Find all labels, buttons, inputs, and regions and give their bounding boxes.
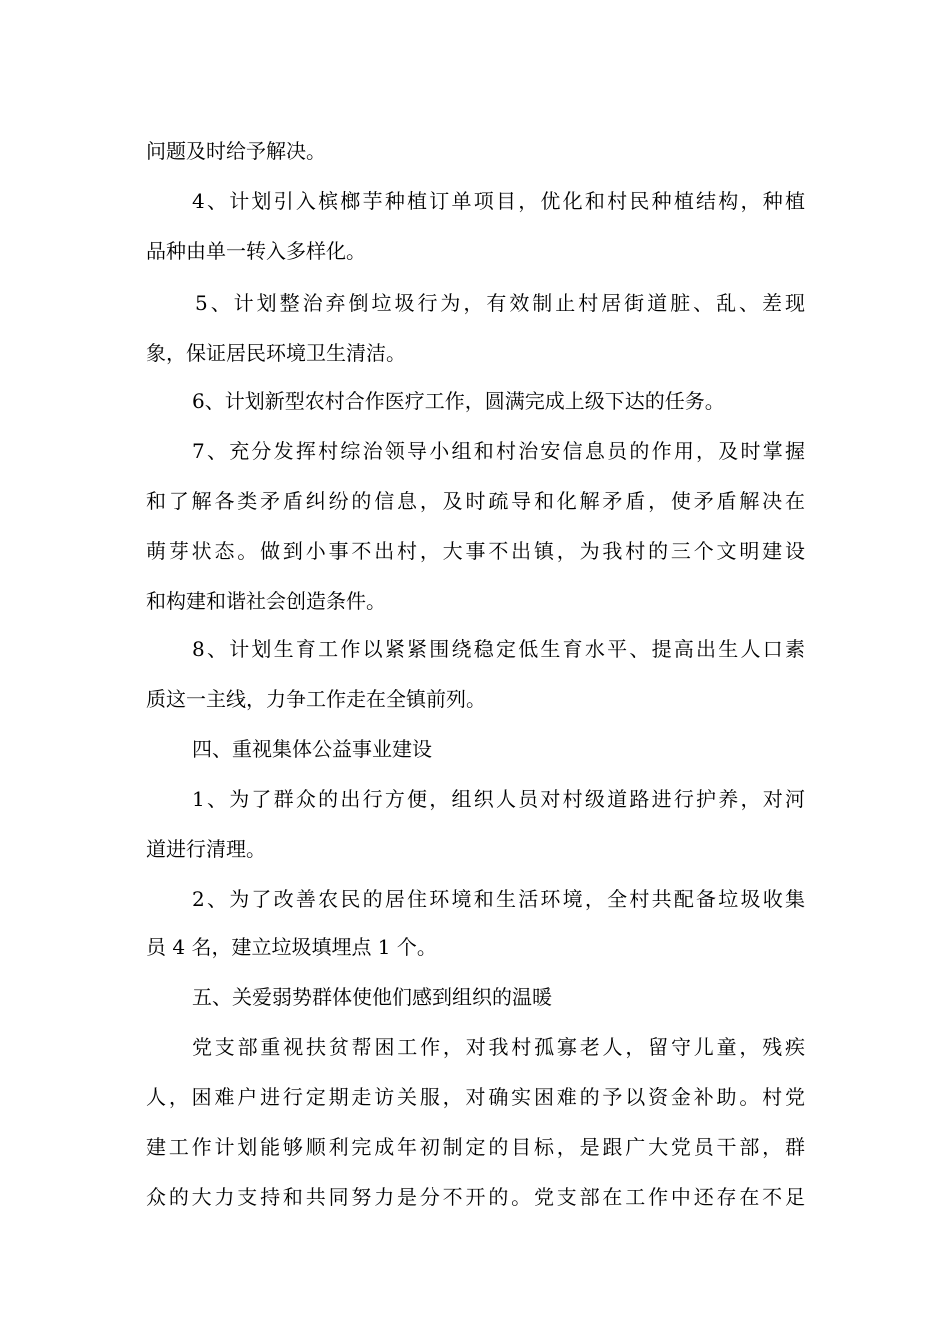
text-line: 质这一主线，力争工作走在全镇前列。 bbox=[146, 687, 486, 711]
text-line: 问题及时给予解决。 bbox=[146, 139, 326, 163]
text-line: 7、充分发挥村综治领导小组和村治安信息员的作用，及时掌握 bbox=[192, 439, 805, 463]
text-line: 象，保证居民环境卫生清洁。 bbox=[146, 341, 406, 365]
text-line: 员 4 名，建立垃圾填埋点 1 个。 bbox=[146, 935, 437, 959]
section-heading: 四、重视集体公益事业建设 bbox=[192, 737, 432, 761]
text-line: 人，困难户进行定期走访关服，对确实困难的予以资金补助。村党 bbox=[146, 1085, 805, 1109]
text-line: 4、计划引入槟榔芋种植订单项目，优化和村民种植结构，种植 bbox=[192, 189, 805, 213]
text-line: 党支部重视扶贫帮困工作，对我村孤寡老人，留守儿童，残疾 bbox=[192, 1035, 805, 1059]
text-line: 道进行清理。 bbox=[146, 837, 266, 861]
text-line: 5、计划整治弃倒垃圾行为，有效制止村居街道脏、乱、差现 bbox=[195, 291, 805, 315]
text-line: 1、为了群众的出行方便，组织人员对村级道路进行护养，对河 bbox=[192, 787, 805, 811]
text-line: 众的大力支持和共同努力是分不开的。党支部在工作中还存在不足 bbox=[146, 1185, 805, 1209]
text-line: 萌芽状态。做到小事不出村，大事不出镇，为我村的三个文明建设 bbox=[146, 539, 805, 563]
text-line: 6、计划新型农村合作医疗工作，圆满完成上级下达的任务。 bbox=[192, 389, 725, 413]
text-line: 8、计划生育工作以紧紧围绕稳定低生育水平、提高出生人口素 bbox=[192, 637, 805, 661]
text-line: 和了解各类矛盾纠纷的信息，及时疏导和化解矛盾，使矛盾解决在 bbox=[146, 489, 805, 513]
section-heading: 五、关爱弱势群体使他们感到组织的温暖 bbox=[192, 985, 552, 1009]
text-line: 品种由单一转入多样化。 bbox=[146, 239, 366, 263]
text-line: 2、为了改善农民的居住环境和生活环境，全村共配备垃圾收集 bbox=[192, 887, 805, 911]
text-line: 和构建和谐社会创造条件。 bbox=[146, 589, 386, 613]
text-line: 建工作计划能够顺利完成年初制定的目标，是跟广大党员干部，群 bbox=[146, 1135, 805, 1159]
